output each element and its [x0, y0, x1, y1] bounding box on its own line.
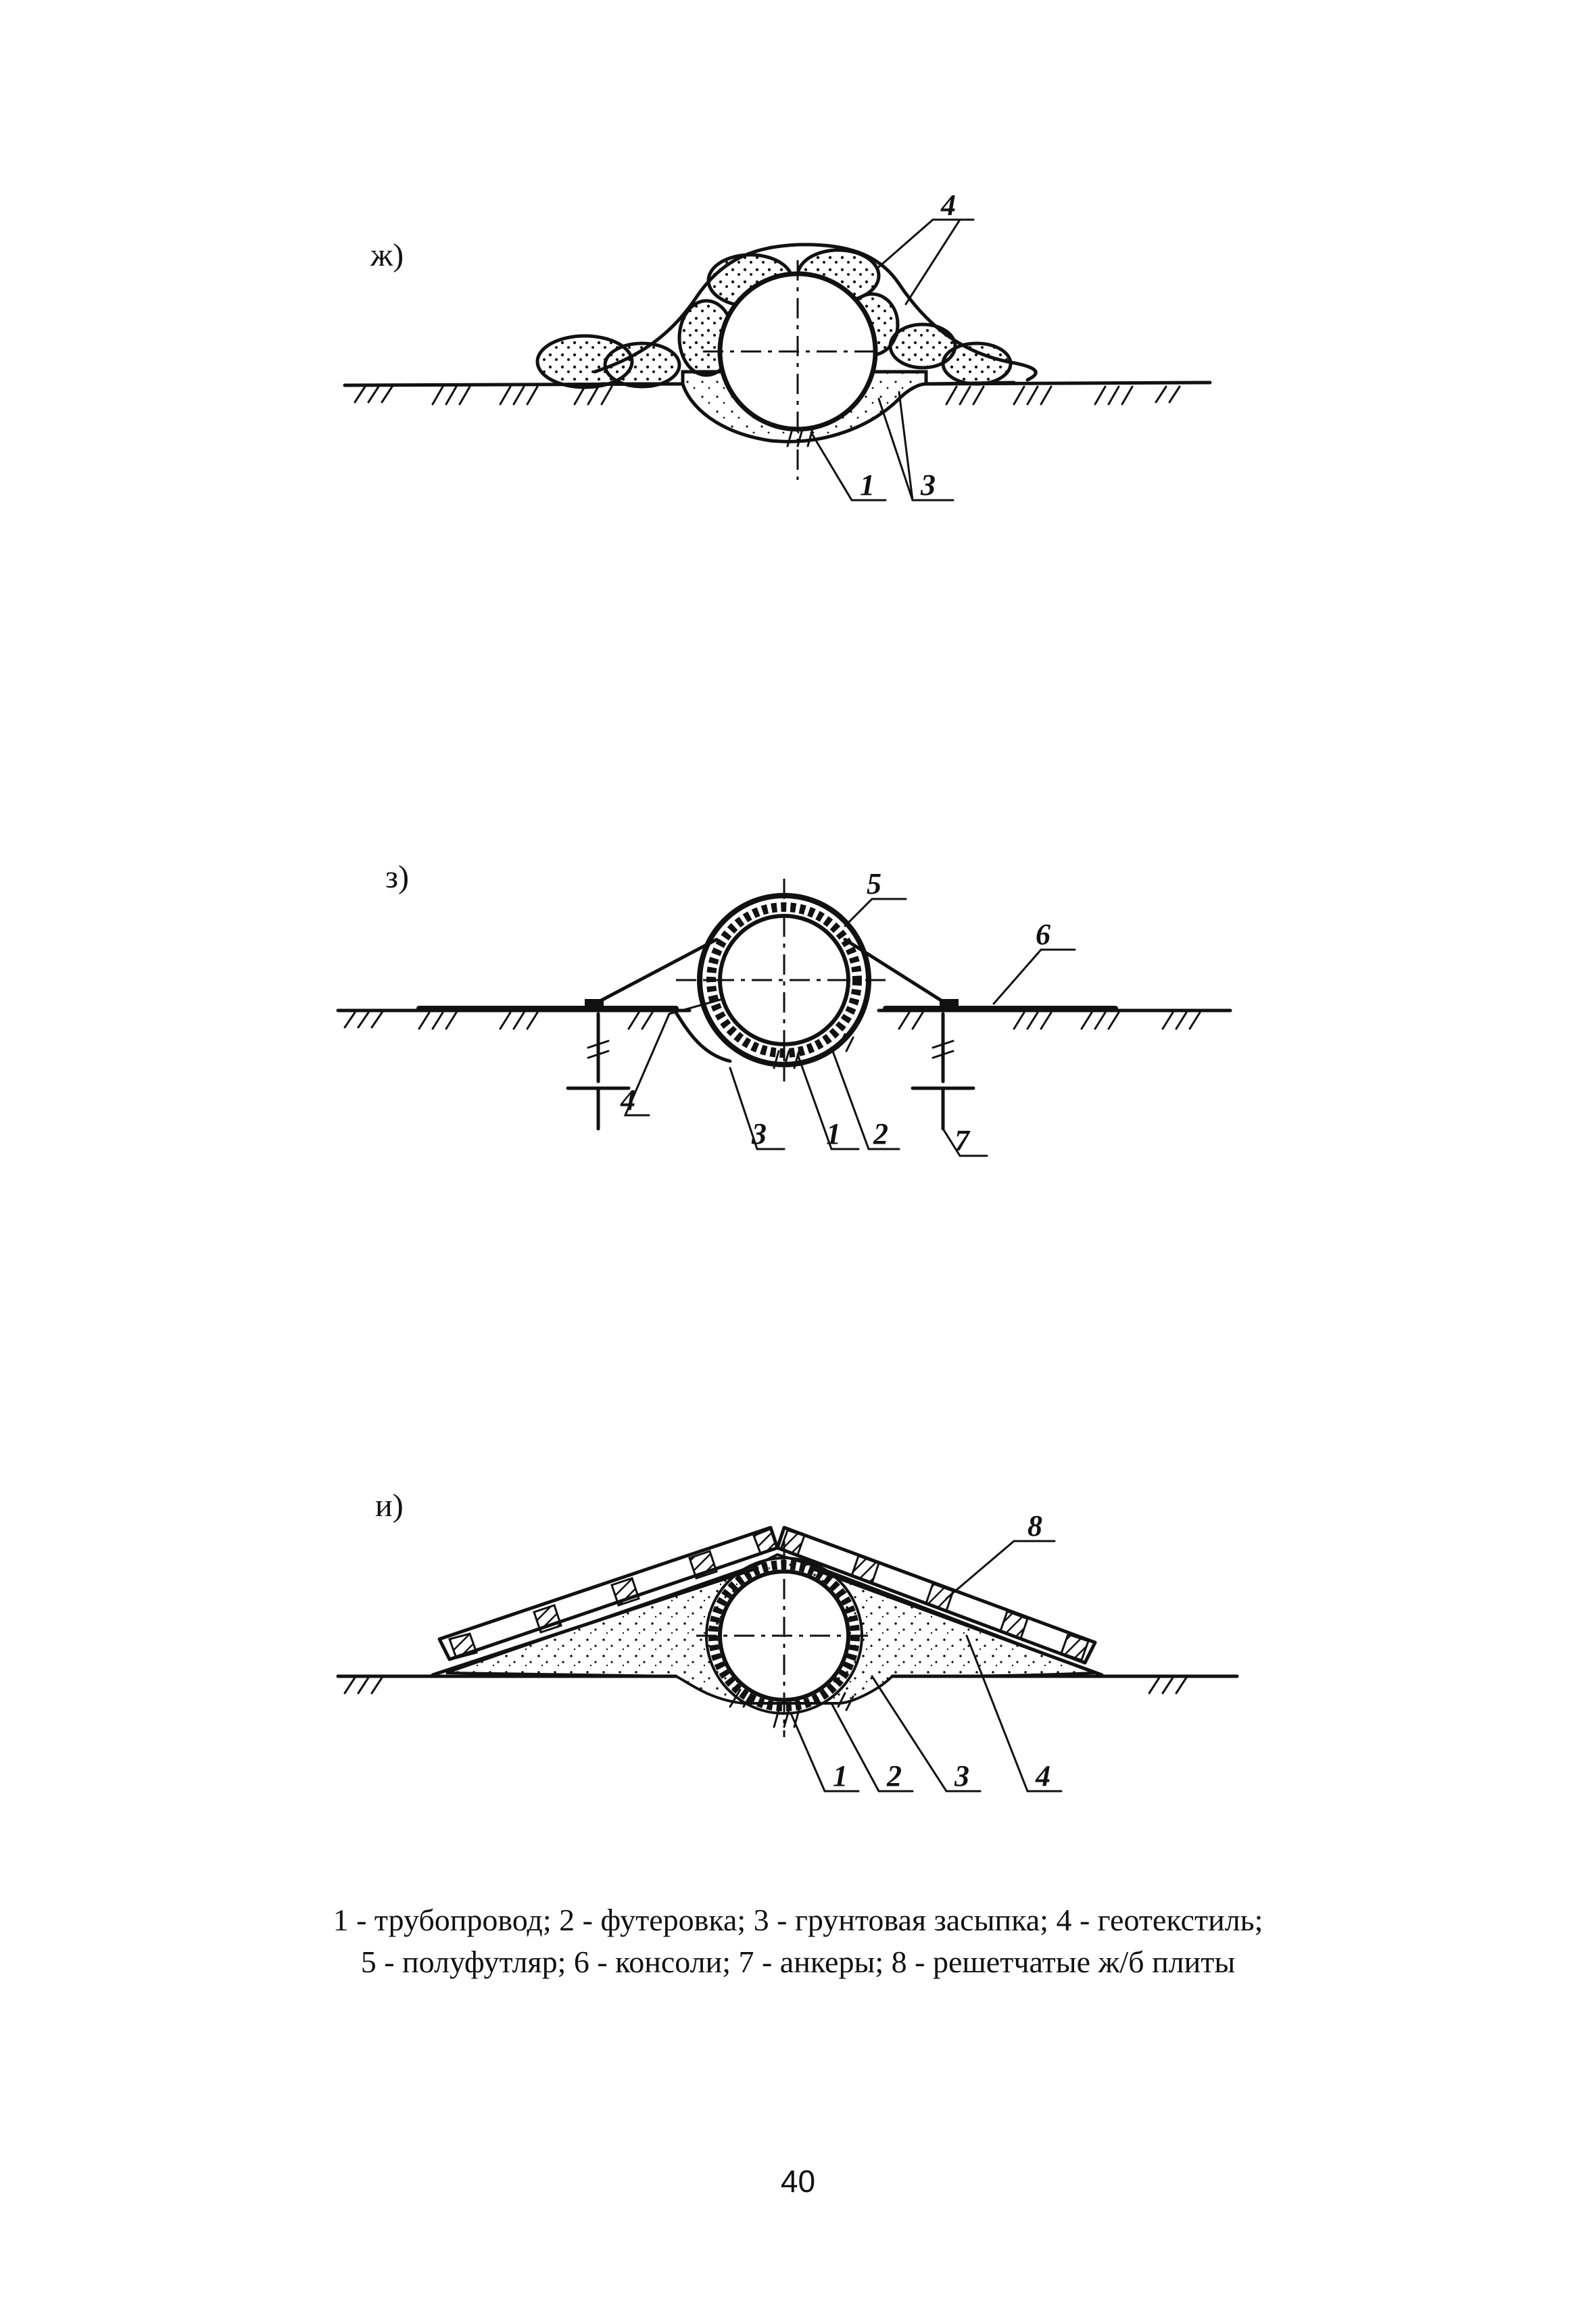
callout-4-z: 4	[621, 1083, 635, 1117]
callout-8-i: 8	[1027, 1509, 1042, 1542]
figure-i	[0, 1473, 1596, 1845]
callout-3-i: 3	[954, 1759, 969, 1793]
figure-label-i: и)	[375, 1488, 404, 1524]
callout-3-z: 3	[752, 1117, 767, 1150]
figure-z	[0, 831, 1596, 1210]
callout-6-z: 6	[1036, 918, 1050, 951]
callout-1-z: 1	[826, 1117, 841, 1150]
callout-1-i: 1	[833, 1759, 848, 1793]
legend-line-1: 1 - трубопровод; 2 - футеровка; 3 - грунтовая засыпка; 4 - геотекстиль;	[333, 1903, 1263, 1937]
callout-2-i: 2	[887, 1759, 902, 1793]
callout-7-z: 7	[954, 1124, 969, 1157]
legend-line-2: 5 - полуфутляр; 6 - консоли; 7 - анкеры; 8 - решетчатые ж/б плиты	[360, 1945, 1236, 1979]
diagram-i	[0, 1473, 1596, 1845]
figure-label-z: з)	[385, 859, 409, 895]
anchor-left-z	[568, 1014, 629, 1129]
figure-label-zh: ж)	[370, 237, 404, 273]
callout-4-i: 4	[1036, 1759, 1050, 1793]
diagram-zh	[0, 169, 1596, 541]
callout-1-zh: 1	[860, 468, 875, 502]
anchor-right-z	[913, 1014, 973, 1129]
callout-5-z: 5	[867, 867, 881, 900]
callout-2-z: 2	[873, 1117, 888, 1150]
callout-3-zh: 3	[921, 468, 936, 502]
diagram-z	[0, 831, 1596, 1210]
legend	[0, 1899, 1596, 1983]
callout-4-zh: 4	[941, 189, 956, 222]
page-number: 40	[780, 2164, 816, 2199]
figure-zh	[0, 169, 1596, 541]
